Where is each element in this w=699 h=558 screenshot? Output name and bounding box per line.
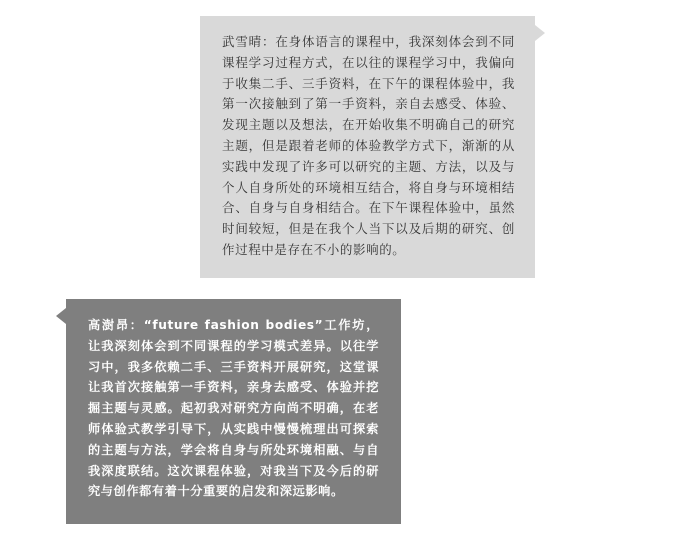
comment-bubble-gao-shuang xyxy=(66,299,401,524)
comment-bubble-wu-xueqing xyxy=(200,16,535,278)
comment-text: 武雪晴：在身体语言的课程中，我深刻体会到不同课程学习过程方式，在以往的课程学习中，我偏向于收集二手、三手资料，在下午的课程体验中，我第一次接触到了第一手资料，亲自去感受、体验、发现主题以及想法，在开始收集不明确自己的研究主题，但是跟着老师的体验教学方式下，渐渐的从实践中发现了许多可以研究的主题、方法，以及与个人自身所处的环境相互结合，将自身与环境相结合、自身与自身相结合。在下午课程体验中，虽然时间较短，但是在我个人当下以及后期的研究、创作过程中是存在不小的影响的。 xyxy=(222,34,515,257)
comment-text: 高澍昂：“future fashion bodies”工作坊，让我深刻体会到不同课程的学习模式差异。以往学习中，我多依赖二手、三手资料开展研究，这堂课让我首次接触第一手资料，亲身去感受、体验并挖掘主题与灵感。起初我对研究方向尚不明确，在老师体验式教学引导下，从实践中慢慢梳理出可探索的主题与方法，学会将自身与所处环境相融、与自我深度联结。这次课程体验，对我当下及今后的研究与创作都有着十分重要的启发和深远影响。 xyxy=(88,318,379,499)
